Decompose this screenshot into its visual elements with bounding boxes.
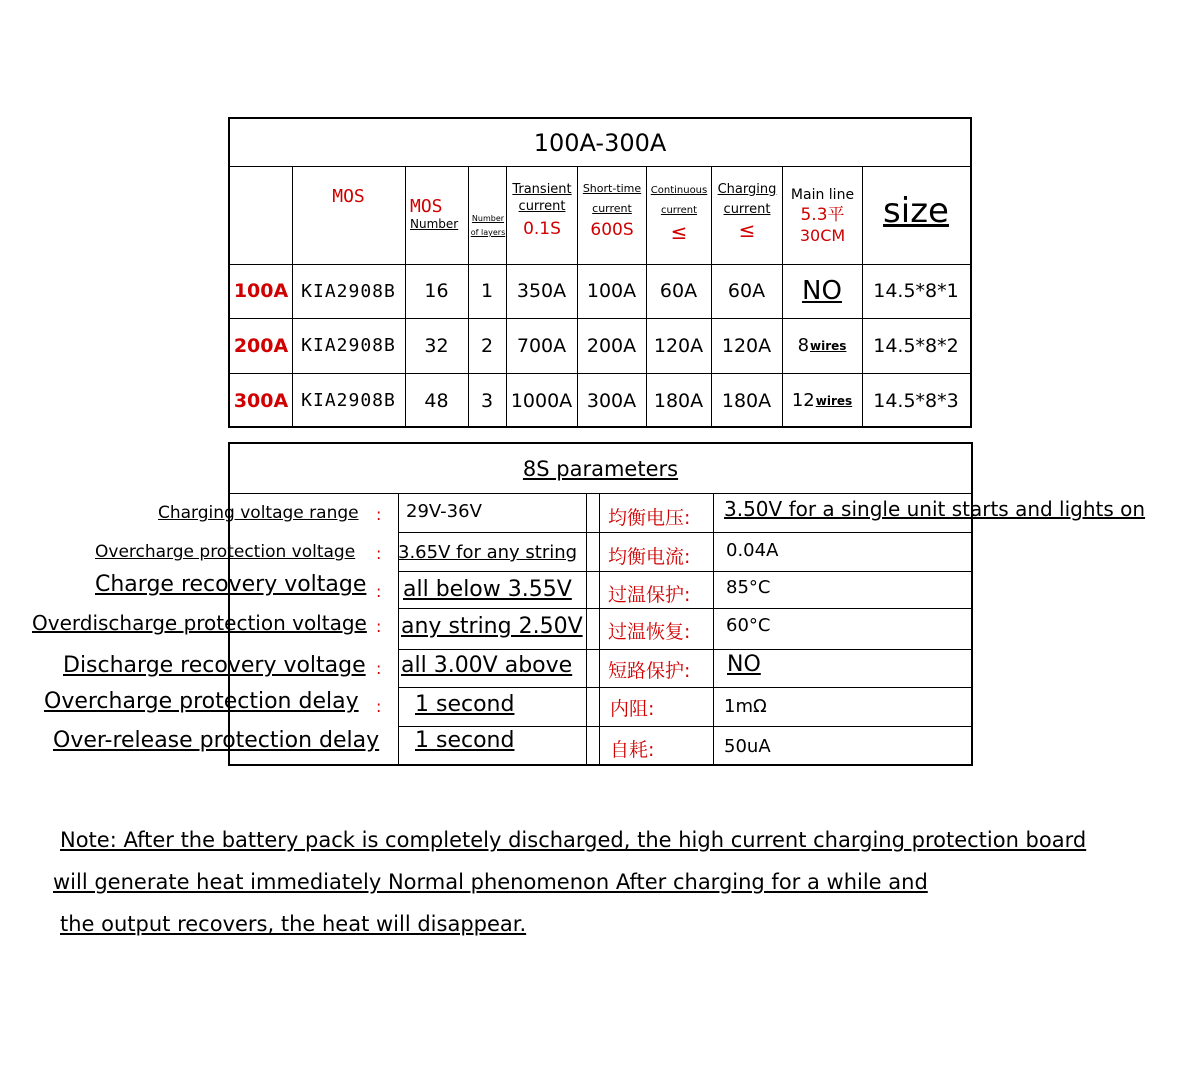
cell-main-line: 12 wires xyxy=(791,390,853,411)
cell-short-time: 100A xyxy=(586,280,637,302)
params-table xyxy=(228,442,973,766)
cell-size: 14.5*8*1 xyxy=(873,280,959,302)
cell-continuous: 120A xyxy=(653,334,704,357)
header-size: size xyxy=(883,191,949,231)
spec-table-title: 100A-300A xyxy=(533,128,667,157)
label-discharge-recovery-voltage: Discharge recovery voltage xyxy=(63,653,366,678)
label-over-temp-recovery: 过温恢复: xyxy=(608,621,691,643)
colon: : xyxy=(376,617,382,636)
header-mos-number: MOS Number xyxy=(410,196,459,231)
colon: : xyxy=(376,659,382,678)
label-self-consumption: 自耗: xyxy=(610,739,655,761)
value-discharge-recovery-voltage: all 3.00V above xyxy=(401,653,573,678)
cell-size: 14.5*8*3 xyxy=(873,389,959,412)
cell-main-line: NO xyxy=(802,276,842,306)
row-label: 300A xyxy=(233,389,289,412)
cell-charging: 120A xyxy=(721,334,772,357)
value-self-consumption: 50uA xyxy=(724,736,771,757)
cell-short-time: 200A xyxy=(586,334,637,357)
cell-transient: 350A xyxy=(516,280,567,302)
value-short-circuit-protection: NO xyxy=(727,652,761,677)
header-short-time: Short-time current 600S xyxy=(582,182,642,240)
value-overcharge-protection-voltage: 3.65V for any string xyxy=(398,542,578,563)
header-mos: MOS xyxy=(332,185,365,207)
value-over-temp-protection: 85°C xyxy=(726,577,771,598)
header-charging: Charging current ≤ xyxy=(717,182,777,242)
cell-layers: 2 xyxy=(480,334,494,357)
value-over-release-protection-delay: 1 second xyxy=(415,728,515,753)
label-over-release-protection-delay: Over-release protection delay xyxy=(53,728,380,753)
value-charge-recovery-voltage: all below 3.55V xyxy=(403,577,572,602)
label-balance-voltage: 均衡电压: xyxy=(608,507,691,529)
label-short-circuit-protection: 短路保护: xyxy=(608,660,691,682)
label-balance-current: 均衡电流: xyxy=(608,546,691,568)
colon: : xyxy=(376,697,382,716)
cell-layers: 3 xyxy=(480,389,494,412)
cell-main-line: 8 wires xyxy=(797,335,847,356)
note-line-3: the output recovers, the heat will disappear. xyxy=(60,912,527,936)
label-overdischarge-protection-voltage: Overdischarge protection voltage xyxy=(32,611,367,635)
spec-table xyxy=(228,117,972,428)
cell-size: 14.5*8*2 xyxy=(873,334,959,357)
label-overcharge-protection-voltage: Overcharge protection voltage xyxy=(95,542,356,562)
colon: : xyxy=(376,582,382,601)
cell-mos-count: 48 xyxy=(424,389,449,412)
colon: : xyxy=(376,544,382,563)
cell-model: KIA2908B xyxy=(301,335,396,356)
value-balance-current: 0.04A xyxy=(726,540,779,561)
cell-charging: 180A xyxy=(721,389,772,412)
cell-continuous: 180A xyxy=(653,389,704,412)
value-internal-resistance: 1mΩ xyxy=(724,696,767,717)
cell-continuous: 60A xyxy=(659,280,698,302)
header-transient: Transient current 0.1S xyxy=(512,182,572,239)
params-table-title: 8S parameters xyxy=(522,456,679,481)
label-internal-resistance: 内阻: xyxy=(610,698,655,720)
cell-layers: 1 xyxy=(480,280,494,302)
cell-model: KIA2908B xyxy=(301,390,396,411)
row-label: 200A xyxy=(233,334,289,357)
value-overcharge-protection-delay: 1 second xyxy=(415,692,515,717)
label-overcharge-protection-delay: Overcharge protection delay xyxy=(44,689,359,714)
header-continuous: Continuous current ≤ xyxy=(650,185,708,244)
row-label: 100A xyxy=(233,280,289,302)
note-line-1: Note: After the battery pack is completely discharged, the high current charging protection board xyxy=(60,828,1087,852)
cell-model: KIA2908B xyxy=(301,280,396,302)
cell-transient: 1000A xyxy=(510,389,573,412)
cell-mos-count: 32 xyxy=(424,334,449,357)
header-layers: Number of layers xyxy=(470,214,506,237)
colon: : xyxy=(376,505,382,524)
cell-transient: 700A xyxy=(516,334,567,357)
value-overdischarge-protection-voltage: any string 2.50V xyxy=(401,614,583,639)
value-over-temp-recovery: 60°C xyxy=(726,615,771,636)
value-balance-voltage: 3.50V for a single unit starts and lights on xyxy=(724,497,1146,521)
note-line-2: will generate heat immediately Normal phenomenon After charging for a while and xyxy=(53,870,928,894)
value-charging-voltage-range: 29V-36V xyxy=(406,501,482,522)
cell-charging: 60A xyxy=(727,280,766,302)
cell-short-time: 300A xyxy=(586,389,637,412)
cell-mos-count: 16 xyxy=(424,280,449,302)
header-main-line: Main line 5.3平 30CM xyxy=(790,187,855,245)
label-charging-voltage-range: Charging voltage range xyxy=(158,503,359,523)
label-over-temp-protection: 过温保护: xyxy=(608,584,691,606)
label-charge-recovery-voltage: Charge recovery voltage xyxy=(95,572,367,597)
